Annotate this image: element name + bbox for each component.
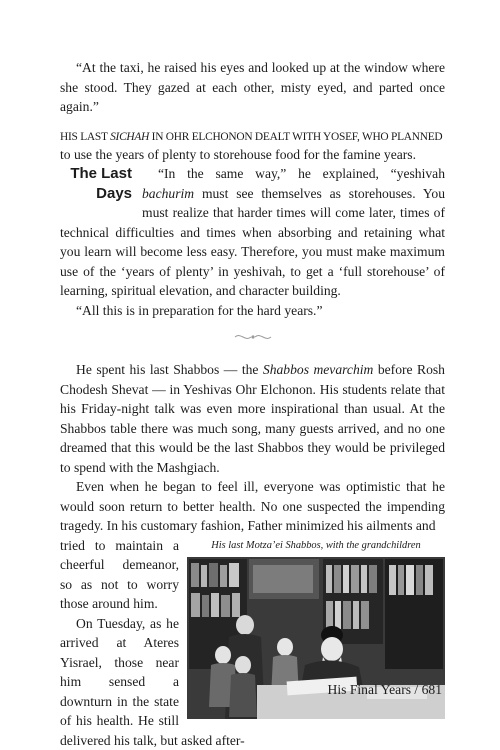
- section-divider-ornament: [60, 330, 445, 348]
- running-head: His Final Years: [327, 682, 412, 697]
- paragraph: “All this is in preparation for the hard years.”: [76, 302, 323, 318]
- flourish-icon: [233, 331, 273, 343]
- paragraph-continued: tried to maintain a cheerful demeanor, so as not to worry those around him.: [60, 537, 179, 611]
- section-heading: [60, 164, 132, 220]
- photo-caption: His last Motza’ei Shabbos, with the grandchildren: [211, 539, 421, 551]
- paragraph: “At the taxi, he raised his eyes and looked up at the window where she stood. They gazed at each other, misty eyed, and parted once again.”: [60, 60, 445, 114]
- paragraph: “In the same way,” he explained, “yeshivah bachurim must see themselves as storehouses. You must realize that harder times will come later, times of technical difficulties and times when absorbing and retaining what you learn will become less easy. Therefore, you must make maximum use of the ‘years of plenty’ in yeshivah, to get a ‘full storehouse’ of learning, spiritual elevation, and character building.: [60, 166, 445, 298]
- section-runin-caps: HIS LAST SICHAH IN OHR ELCHONON DEALT WITH YOSEF, WHO PLANNED: [60, 130, 443, 143]
- paragraph: He spent his last Shabbos — the Shabbos mevarchim before Rosh Chodesh Shevat — in Yeshivas Ohr Elchonon. His students relate that his Friday-night talk was even more inspirational than usual. At the Shabbos table there was much song, many guests arrived, and no one dreamed that this would be the last Shabbos they would be privileged to spend with the Mashgiach.: [60, 362, 445, 475]
- footer-separator: /: [414, 682, 419, 697]
- running-footer: [328, 680, 442, 700]
- section-heading-line: Days: [96, 185, 132, 202]
- section-heading-line: The Last: [70, 165, 132, 182]
- page-number: 681: [421, 682, 442, 697]
- page-body: [60, 58, 445, 750]
- paragraph: On Tuesday, as he arrived at Ateres Yisrael, those near him sensed a downturn in the state of his health. He still delivered his talk, but asked after-: [60, 615, 245, 748]
- paragraph: to use the years of plenty to storehouse food for the famine years.: [60, 146, 416, 162]
- paragraph: Even when he began to feel ill, everyone was optimistic that he would soon return to better health. No one suspected the impending tragedy. In his customary fashion, Father minimized his ailments and: [60, 479, 445, 533]
